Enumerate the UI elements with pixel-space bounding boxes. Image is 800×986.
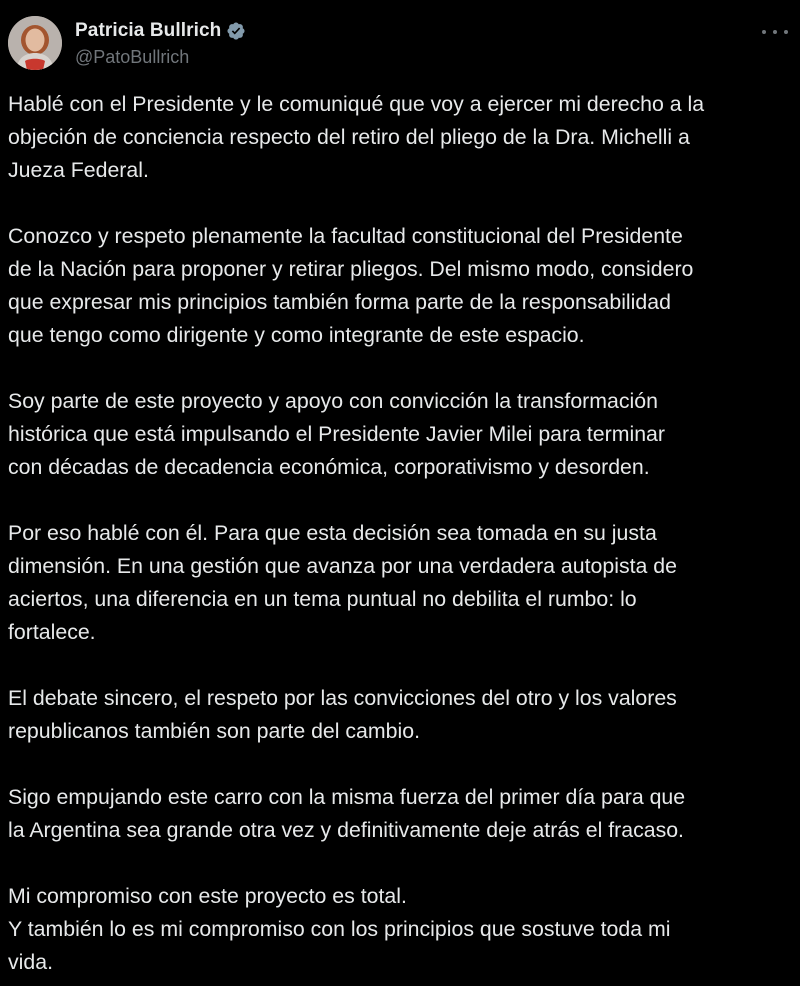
author-info <box>75 18 246 68</box>
tweet-text <box>8 88 792 979</box>
handle[interactable]: @PatoBullrich <box>75 47 190 67</box>
avatar-image <box>8 16 62 70</box>
display-name[interactable]: Patricia Bullrich <box>75 20 222 41</box>
tweet-paragraph: El debate sincero, el respeto por las convicciones del otro y los valores republicanos también son parte del cambio. <box>8 686 677 743</box>
tweet-paragraph: Mi compromiso con este proyecto es total. Y también lo es mi compromiso con los principios que sostuve toda mi vida. <box>8 884 671 974</box>
avatar[interactable] <box>8 16 62 70</box>
tweet-paragraph: Por eso hablé con él. Para que esta decisión sea tomada en su justa dimensión. En una gestión que avanza por una verdadera autopista de aciertos, una diferencia en un tema puntual no debilita el rumbo: lo fortalece. <box>8 521 677 644</box>
tweet-paragraph: Soy parte de este proyecto y apoyo con convicción la transformación histórica que está impulsando el Presidente Javier Milei para terminar con décadas de decadencia económica, corporativismo y desorden. <box>8 389 665 479</box>
tweet-header <box>8 16 792 72</box>
tweet-paragraph: Hablé con el Presidente y le comuniqué que voy a ejercer mi derecho a la objeción de conciencia respecto del retiro del pliego de la Dra. Michelli a Jueza Federal. <box>8 92 705 182</box>
more-options-icon[interactable] <box>762 22 788 42</box>
tweet-paragraph: Sigo empujando este carro con la misma fuerza del primer día para que la Argentina sea grande otra vez y definitivamente deje atrás el fracaso. <box>8 785 686 842</box>
verified-badge-icon[interactable] <box>226 21 246 41</box>
tweet-paragraph: Conozco y respeto plenamente la facultad constitucional del Presidente de la Nación para proponer y retirar pliegos. Del mismo modo, considero que expresar mis principios también forma parte de la responsabilidad que tengo como dirigente y como integrante de este espacio. <box>8 224 694 347</box>
name-row <box>75 18 246 44</box>
